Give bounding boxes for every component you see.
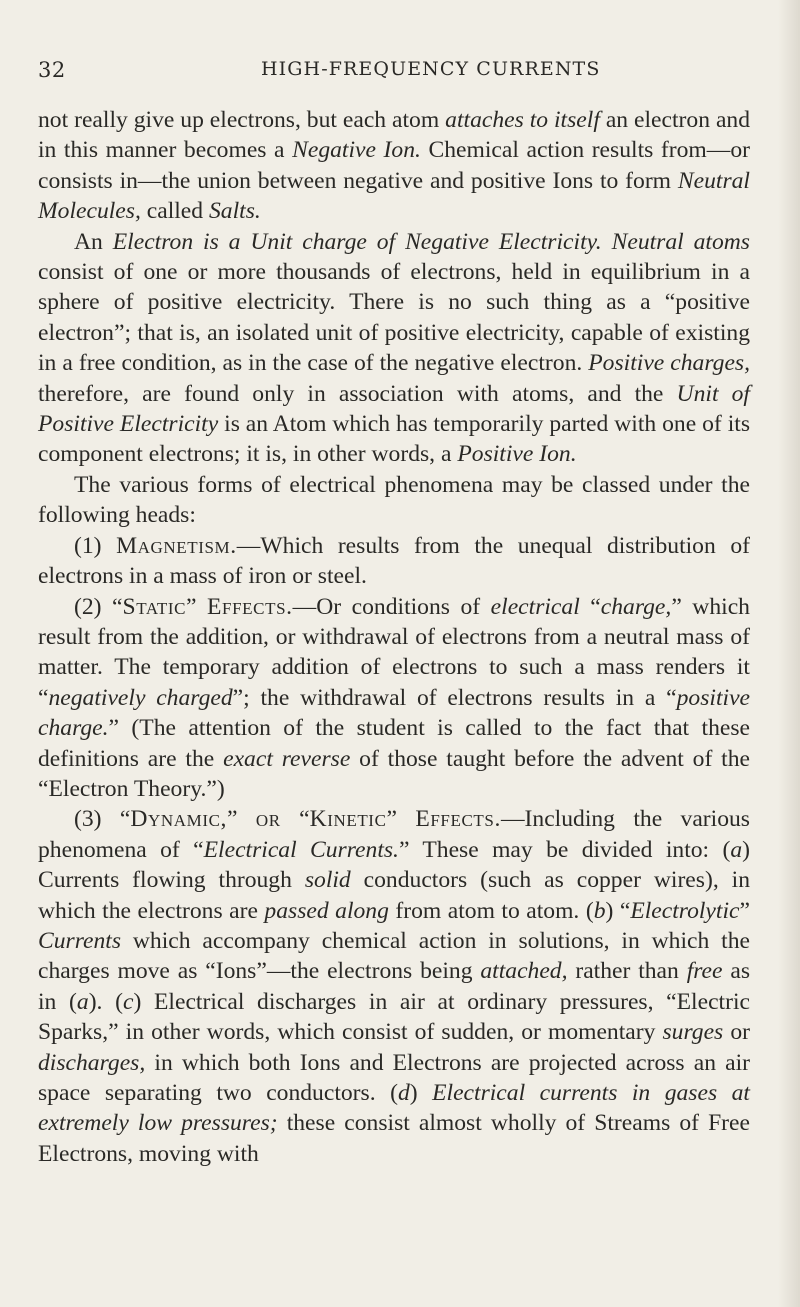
text-run: “: [280, 806, 310, 833]
italic-text: free: [686, 958, 723, 985]
text-run: The various forms of electrical phenomena may be classed under the following heads:: [38, 471, 750, 529]
paragraph: [38, 470, 750, 531]
text-run: which accompany chemical action in solutions, in which the charges move as “Ions”—the electrons being: [38, 927, 750, 985]
small-caps-heading: Static: [122, 593, 187, 620]
paragraph: [38, 592, 750, 805]
text-run: ” which result from the addition, or withdrawal of electrons from a neutral mass of matter. The temporary addition of electrons to such a mass renders it “: [38, 593, 750, 711]
text-run: Chemical action results from—or consists in—the union between negative and positive Ions to form: [38, 137, 750, 194]
italic-text: charge,: [600, 593, 672, 620]
italic-text: Unit of Positive Electricity: [38, 380, 750, 438]
italic-text: d: [397, 1080, 410, 1106]
paragraph: [38, 105, 750, 227]
body-text: [38, 105, 750, 1169]
italic-text: Positive charges,: [588, 350, 750, 377]
text-run: ”: [227, 806, 256, 833]
running-title: HIGH-FREQUENCY CURRENTS: [261, 58, 601, 80]
paragraph: [38, 531, 750, 592]
italic-text: Neutral atoms: [611, 228, 750, 255]
text-run: these consist almost wholly of Streams of Free Electrons, moving with: [38, 1110, 750, 1167]
italic-text: Electrolytic: [630, 897, 740, 924]
small-caps-heading: Magnetism.: [116, 532, 237, 559]
text-run: [602, 229, 612, 255]
page-edge-shadow: [778, 0, 800, 1307]
small-caps-heading: or: [255, 806, 281, 833]
paragraph: [38, 804, 750, 1169]
text-run: ) “: [605, 897, 631, 924]
text-run: ): [409, 1080, 433, 1106]
text-run: “: [579, 593, 601, 620]
text-run: of those taught before the advent of the “Electron Theory.”): [38, 745, 750, 802]
text-run: ”: [739, 897, 750, 924]
italic-text: attaches to itself: [445, 107, 600, 133]
page-number: 32: [38, 58, 66, 82]
paragraph: [38, 227, 750, 470]
text-run: in which both Ions and Electrons are projected across an air space separating two conductors. (: [38, 1049, 750, 1106]
italic-text: surges: [662, 1019, 724, 1046]
text-run: ” (The attention of the student is called to the fact that these definitions are the: [38, 715, 750, 772]
small-caps-heading: Dynamic,: [130, 806, 228, 833]
italic-text: Salts.: [208, 198, 261, 225]
text-run: is an Atom which has temporarily parted with one of its component electrons; it is, in other words, a: [38, 411, 751, 468]
italic-text: Currents: [38, 927, 122, 954]
italic-text: Electrical currents in gases at extremely low pressures;: [38, 1080, 750, 1137]
italic-text: positive charge.: [38, 684, 751, 742]
small-caps-heading: Kinetic: [309, 806, 387, 833]
text-run: ) Electrical discharges in air at ordinary pressures, “Electric Sparks,” in other words, which consist of sudden, or momentary: [38, 988, 750, 1046]
text-run: from atom to atom. (: [388, 897, 594, 924]
italic-text: a: [76, 988, 89, 1015]
text-run: ”: [186, 593, 208, 620]
italic-text: Positive Ion.: [457, 441, 577, 468]
text-run: ). (: [88, 988, 123, 1015]
italic-text: solid: [304, 867, 351, 894]
text-run: —Or conditions of: [292, 593, 491, 620]
text-run: (1): [74, 532, 117, 559]
small-caps-heading: Effects.: [415, 806, 501, 833]
text-run: ” These may be divided into: (: [398, 836, 731, 863]
text-run: consist of one or more thousands of electrons, held in equilibrium in a sphere of positive electricity. There is no such thing as a “positive electron”; that is, an isolated unit of positive electricity, capable of existing in a free condition, as in the case of the negative electron.: [38, 259, 750, 377]
text-run: ”; the withdrawal of electrons results in a “: [232, 684, 677, 711]
text-run: rather than: [567, 958, 687, 985]
text-run: or: [723, 1019, 750, 1046]
text-run: therefore, are found only in association with atoms, and the: [38, 380, 677, 407]
text-run: called: [140, 198, 209, 225]
text-run: —Which results from the unequal distribution of electrons in a mass of iron or steel.: [38, 532, 750, 590]
italic-text: passed along: [264, 897, 389, 924]
italic-text: attached,: [480, 958, 568, 985]
italic-text: Electrical Currents.: [203, 836, 399, 863]
text-run: —Including the various phenomena of “: [38, 806, 750, 863]
italic-text: electrical: [490, 593, 580, 620]
italic-text: Negative Ion.: [292, 137, 421, 164]
italic-text: discharges,: [38, 1049, 146, 1076]
italic-text: b: [593, 897, 606, 924]
text-run: ”: [386, 806, 416, 833]
text-run: An: [74, 228, 113, 255]
italic-text: Neutral Molecules,: [38, 167, 750, 225]
italic-text: negatively charged: [48, 684, 233, 711]
text-run: conductors (such as copper wires), in which the electrons are: [38, 867, 750, 924]
text-run: not really give up electrons, but each atom: [38, 107, 446, 133]
small-caps-heading: Effects.: [207, 593, 293, 620]
text-run: as in (: [38, 958, 751, 1015]
italic-text: a: [730, 836, 743, 863]
italic-text: exact reverse: [223, 745, 351, 772]
italic-text: Electron is a Unit charge of Negative Electricity.: [112, 228, 602, 255]
italic-text: c: [122, 988, 134, 1015]
text-run: (2) “: [74, 593, 123, 620]
page-header: [38, 58, 738, 88]
text-run: an electron and in this manner becomes a: [38, 107, 751, 164]
text-run: (3) “: [74, 806, 131, 833]
text-run: ) Currents flowing through: [38, 836, 750, 894]
